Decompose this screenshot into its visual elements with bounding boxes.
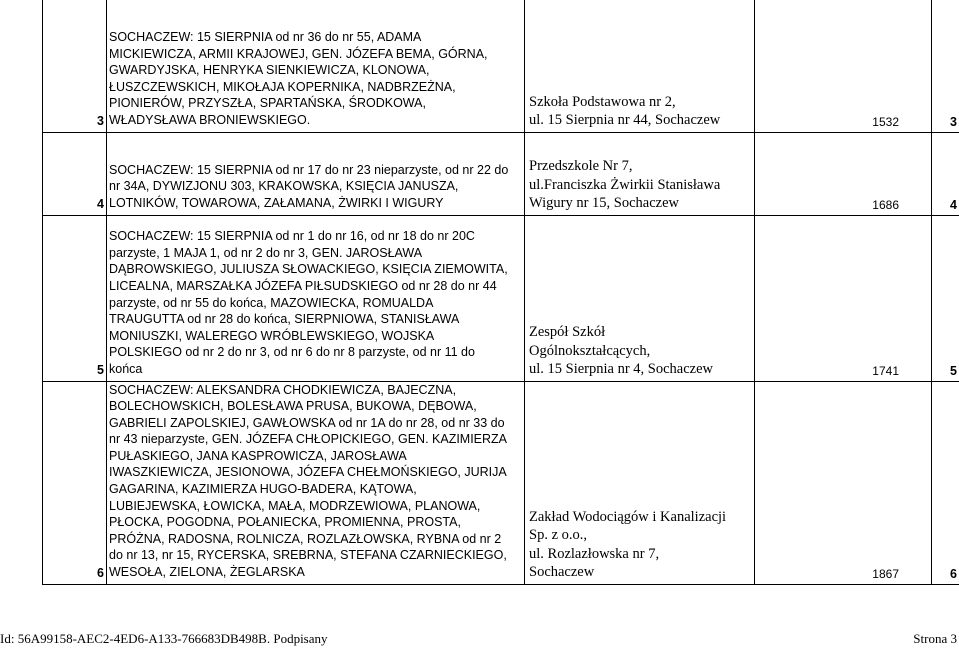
- district-table: [42, 0, 959, 585]
- circuit-number: 6: [932, 381, 959, 584]
- district-streets: SOCHACZEW: 15 SIERPNIA od nr 36 do nr 55, ADAMA MICKIEWICZA, ARMII KRAJOWEJ, GEN. JÓZEFA BEMA, GÓRNA, GWARDYJSKA, HENRYKA SIENKIEWICZA, KLONOWA, ŁUSZCZEWSKICH, MIKOŁAJA KOPERNIKA, NADBRZEŻNA, PIONIERÓW, PRZYSZŁA, SPARTAŃSKA, ŚRODKOWA, WŁADYSŁAWA BRONIEWSKIEGO.: [107, 0, 525, 132]
- district-streets: SOCHACZEW: ALEKSANDRA CHODKIEWICZA, BAJECZNA, BOLECHOWSKICH, BOLESŁAWA PRUSA, BUKOWA, DĘBOWA, GABRIELI ZAPOLSKIEJ, GAWŁOWSKA od nr 1A do nr 28, od nr 33 do nr 43 nieparzyste, GEN. JÓZEFA CHŁOPICKIEGO, GEN. KAZIMIERZA PUŁASKIEGO, JANA KASPROWICZA, JAROSŁAWA IWASZKIEWICZA, JESIONOWA, JÓZEFA CHEŁMOŃSKIEGO, JURIJA GAGARINA, KAZIMIERZA HUGO-BADERA, KĄTOWA, LUBIEJEWSKA, ŁOWICKA, MAŁA, MODRZEWIOWA, PLANOWA, PŁOCKA, POGODNA, POŁANIECKA, PROMIENNA, PROSTA, PRÓŻNA, RADOSNA, ROLNICZA, ROZLAZŁOWSKA, RYBNA od nr 2 do nr 13, nr 15, RYCERSKA, SREBRNA, STEFANA CZARNIECKIEGO, WESOŁA, ZIELONA, ŻEGLARSKA: [107, 381, 525, 584]
- page-number: Strona 3: [913, 631, 957, 646]
- location-code: 1741: [755, 215, 932, 381]
- district-streets: SOCHACZEW: 15 SIERPNIA od nr 1 do nr 16, od nr 18 do nr 20C parzyste, 1 MAJA 1, od nr 2 do nr 3, GEN. JAROSŁAWA DĄBROWSKIEGO, JULIUSZA SŁOWACKIEGO, KSIĘCIA ZIEMOWITA, LICEALNA, MARSZAŁKA JÓZEFA PIŁSUDSKIEGO od nr 28 do nr 44 parzyste, od nr 55 do końca, MAZOWIECKA, ROMUALDA TRAUGUTTA od nr 28 do końca, SIERPNIOWA, STANISŁAWA MONIUSZKI, WALEREGO WRÓBLEWSKIEGO, WOJSKA POLSKIEGO od nr 2 do nr 3, od nr 6 do nr 8 parzyste, od nr 11 do końca: [107, 215, 525, 381]
- district-number: 6: [43, 381, 107, 584]
- table-row: [43, 132, 959, 215]
- polling-location: Zakład Wodociągów i Kanalizacji Sp. z o.o., ul. Rozlazłowska nr 7, Sochaczew: [525, 381, 755, 584]
- location-code: 1686: [755, 132, 932, 215]
- polling-location: Szkoła Podstawowa nr 2, ul. 15 Sierpnia nr 44, Sochaczew: [525, 0, 755, 132]
- district-streets: SOCHACZEW: 15 SIERPNIA od nr 17 do nr 23 nieparzyste, od nr 22 do nr 34A, DYWIZJONU 303, KRAKOWSKA, KSIĘCIA JANUSZA, LOTNIKÓW, TOWAROWA, ZAŁAMANA, ŻWIRKI I WIGURY: [107, 132, 525, 215]
- table-row: [43, 381, 959, 584]
- polling-location: Przedszkole Nr 7, ul.Franciszka Żwirkii Stanisława Wigury nr 15, Sochaczew: [525, 132, 755, 215]
- district-number: 4: [43, 132, 107, 215]
- district-number: 3: [43, 0, 107, 132]
- table-row: [43, 215, 959, 381]
- circuit-number: 3: [932, 0, 959, 132]
- circuit-number: 5: [932, 215, 959, 381]
- document-id: Id: 56A99158-AEC2-4ED6-A133-766683DB498B. Podpisany: [0, 631, 328, 646]
- circuit-number: 4: [932, 132, 959, 215]
- district-number: 5: [43, 215, 107, 381]
- polling-location: Zespół Szkół Ogólnokształcących, ul. 15 Sierpnia nr 4, Sochaczew: [525, 215, 755, 381]
- table-row: [43, 0, 959, 132]
- location-code: 1532: [755, 0, 932, 132]
- location-code: 1867: [755, 381, 932, 584]
